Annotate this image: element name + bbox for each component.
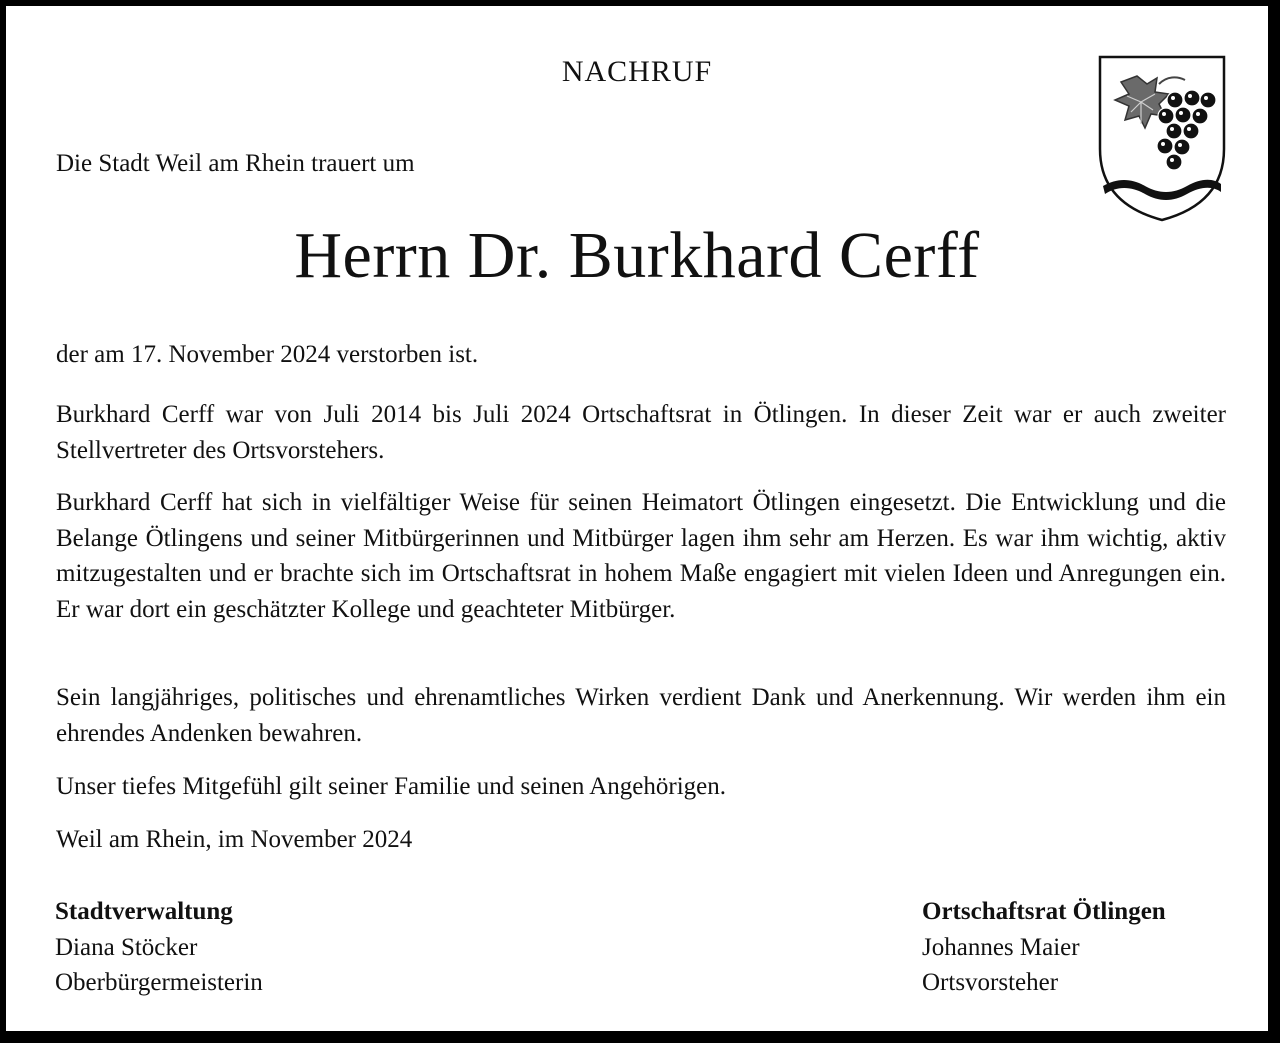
paragraph-condolences: Unser tiefes Mitgefühl gilt seiner Familie und seinen Angehörigen. [56, 773, 726, 800]
place-date-line: Weil am Rhein, im November 2024 [56, 826, 413, 853]
signature-organization: Ortschaftsrat Ötlingen [922, 898, 1166, 925]
signature-role: Oberbürgermeisterin [55, 969, 263, 996]
signature-city-administration [55, 894, 263, 1001]
paragraph-engagement: Burkhard Cerff hat sich in vielfältiger Weise für seinen Heimatort Ötlingen eingesetzt. Die Entwicklung und die Belange Ötlingens und seiner Mitbürgerinnen und Mitbürger lagen ihm sehr am Herzen. Es war ihm wichtig, aktiv mitzugestalten und er brachte sich im Ortschaftsrat in hohem Maße engagiert mit vielen Ideen und Anregungen ein. Er war dort ein geschätzter Kollege und geachteter Mitbürger. [56, 489, 1226, 623]
notice-heading: NACHRUF [561, 55, 713, 88]
paragraph-death-date: der am 17. November 2024 verstorben ist. [56, 341, 479, 368]
obituary-notice [6, 6, 1268, 1031]
grape-vine-crest-icon [1097, 54, 1227, 224]
signature-role: Ortsvorsteher [922, 969, 1059, 996]
signature-organization: Stadtverwaltung [55, 898, 233, 925]
intro-line: Die Stadt Weil am Rhein trauert um [56, 150, 415, 177]
signature-person: Johannes Maier [922, 933, 1080, 961]
signature-person: Diana Stöcker [55, 933, 198, 961]
paragraph-council-tenure: Burkhard Cerff war von Juli 2014 bis Juli 2024 Ortschaftsrat in Ötlingen. In dieser Zeit war er auch zweiter Stellvertreter des Ortsvorstehers. [56, 401, 1226, 464]
signature-local-council [922, 894, 1166, 1001]
deceased-name: Herrn Dr. Burkhard Cerff [294, 219, 980, 292]
paragraph-gratitude: Sein langjähriges, politisches und ehrenamtliches Wirken verdient Dank und Anerkennung. Wir werden ihm ein ehrendes Andenken bewahren. [56, 684, 1226, 747]
